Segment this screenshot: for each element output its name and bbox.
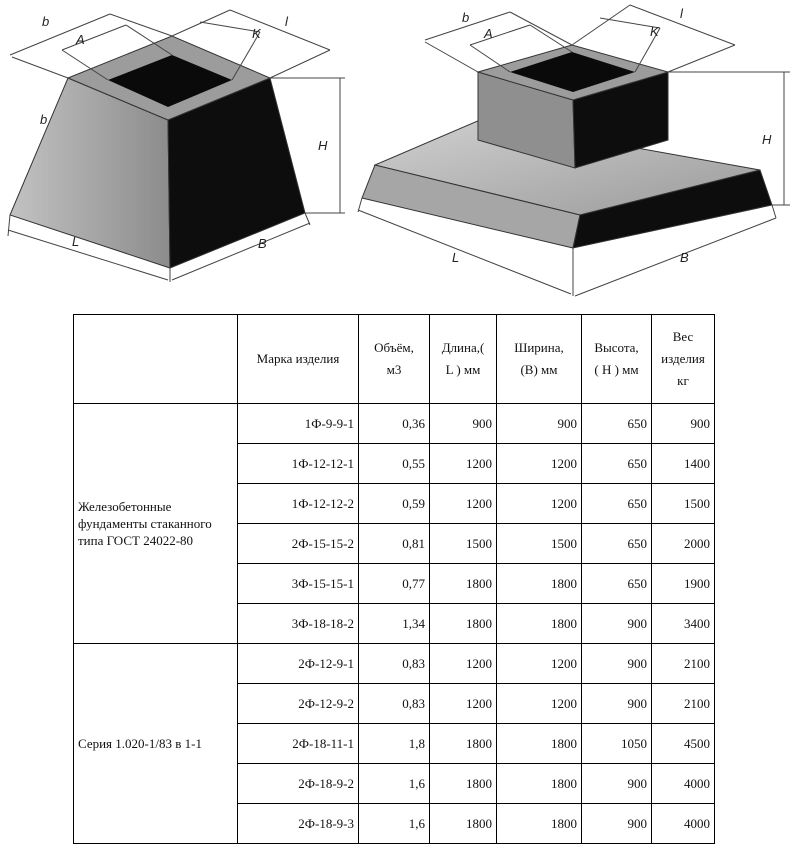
label-l-top: l: [680, 6, 683, 21]
weight-cell: 2100: [652, 684, 715, 724]
weight-cell: 1900: [652, 564, 715, 604]
height-cell: 900: [582, 604, 652, 644]
length-cell: 1800: [430, 764, 497, 804]
stepped-foundation: [358, 5, 790, 296]
height-cell: 650: [582, 524, 652, 564]
length-cell: 1800: [430, 804, 497, 844]
weight-cell: 900: [652, 404, 715, 444]
length-cell: 900: [430, 404, 497, 444]
mark-cell: 1Ф-12-12-1: [238, 444, 359, 484]
mark-header: Марка изделия: [238, 315, 359, 404]
width-cell: 1200: [497, 684, 582, 724]
label-b: b: [42, 14, 50, 29]
width-header: Ширина, (В) мм: [497, 315, 582, 404]
header-row: [74, 315, 715, 404]
label-k: K: [650, 24, 659, 39]
mark-cell: 2Ф-12-9-1: [238, 644, 359, 684]
mark-cell: 2Ф-18-11-1: [238, 724, 359, 764]
length-cell: 1800: [430, 604, 497, 644]
height-cell: 650: [582, 484, 652, 524]
category-cell: Серия 1.020-1/83 в 1-1: [74, 644, 238, 844]
width-cell: 1200: [497, 644, 582, 684]
volume-cell: 0,55: [359, 444, 430, 484]
label-b-bottom: B: [680, 250, 689, 265]
label-h: H: [318, 138, 328, 153]
weight-header: Вес изделия кг: [652, 315, 715, 404]
length-cell: 1800: [430, 564, 497, 604]
width-cell: 1800: [497, 804, 582, 844]
width-cell: 1800: [497, 564, 582, 604]
length-cell: 1200: [430, 644, 497, 684]
weight-cell: 2000: [652, 524, 715, 564]
height-cell: 650: [582, 564, 652, 604]
length-cell: 1200: [430, 684, 497, 724]
height-cell: 1050: [582, 724, 652, 764]
mark-cell: 2Ф-12-9-2: [238, 684, 359, 724]
volume-header: Объём, м3: [359, 315, 430, 404]
width-cell: 1800: [497, 604, 582, 644]
length-cell: 1800: [430, 724, 497, 764]
width-cell: 1200: [497, 484, 582, 524]
mark-cell: 1Ф-9-9-1: [238, 404, 359, 444]
label-a: A: [76, 32, 85, 47]
volume-cell: 0,59: [359, 484, 430, 524]
height-cell: 900: [582, 764, 652, 804]
weight-cell: 4000: [652, 764, 715, 804]
width-cell: 1800: [497, 724, 582, 764]
mark-cell: 3Ф-18-18-2: [238, 604, 359, 644]
weight-cell: 4000: [652, 804, 715, 844]
mark-cell: 3Ф-15-15-1: [238, 564, 359, 604]
height-cell: 650: [582, 404, 652, 444]
label-b-side: b: [40, 112, 48, 127]
width-cell: 900: [497, 404, 582, 444]
length-cell: 1500: [430, 524, 497, 564]
volume-cell: 0,81: [359, 524, 430, 564]
mark-cell: 2Ф-18-9-2: [238, 764, 359, 804]
volume-cell: 1,8: [359, 724, 430, 764]
length-cell: 1200: [430, 484, 497, 524]
volume-cell: 0,83: [359, 644, 430, 684]
height-cell: 900: [582, 804, 652, 844]
volume-cell: 1,34: [359, 604, 430, 644]
weight-cell: 3400: [652, 604, 715, 644]
width-cell: 1800: [497, 764, 582, 804]
height-cell: 650: [582, 444, 652, 484]
weight-cell: 1500: [652, 484, 715, 524]
height-cell: 900: [582, 684, 652, 724]
width-cell: 1200: [497, 444, 582, 484]
foundation-figure: [0, 0, 800, 305]
length-header: Длина,( L ) мм: [430, 315, 497, 404]
label-l-top: l: [285, 14, 288, 29]
volume-cell: 0,77: [359, 564, 430, 604]
table-row: [74, 644, 715, 684]
weight-cell: 1400: [652, 444, 715, 484]
label-k: K: [252, 26, 261, 41]
volume-cell: 0,36: [359, 404, 430, 444]
weight-cell: 2100: [652, 644, 715, 684]
volume-cell: 1,6: [359, 764, 430, 804]
label-l-bottom: L: [452, 250, 460, 265]
category-cell: Железобетонные фундаменты стаканного типа ГОСТ 24022-80: [74, 404, 238, 644]
height-cell: 900: [582, 644, 652, 684]
height-header: Высота, ( H ) мм: [582, 315, 652, 404]
mark-cell: 2Ф-18-9-3: [238, 804, 359, 844]
foundation-spec-table: [73, 314, 715, 844]
label-h: H: [762, 132, 772, 147]
label-b-bottom: B: [258, 236, 267, 251]
weight-cell: 4500: [652, 724, 715, 764]
volume-cell: 0,83: [359, 684, 430, 724]
label-b: b: [462, 10, 470, 25]
category-header: [74, 315, 238, 404]
mark-cell: 1Ф-12-12-2: [238, 484, 359, 524]
length-cell: 1200: [430, 444, 497, 484]
label-a: A: [484, 26, 493, 41]
width-cell: 1500: [497, 524, 582, 564]
volume-cell: 1,6: [359, 804, 430, 844]
table-row: [74, 404, 715, 444]
pyramid-block: [8, 10, 345, 282]
label-l-bottom: L: [72, 234, 80, 249]
mark-cell: 2Ф-15-15-2: [238, 524, 359, 564]
